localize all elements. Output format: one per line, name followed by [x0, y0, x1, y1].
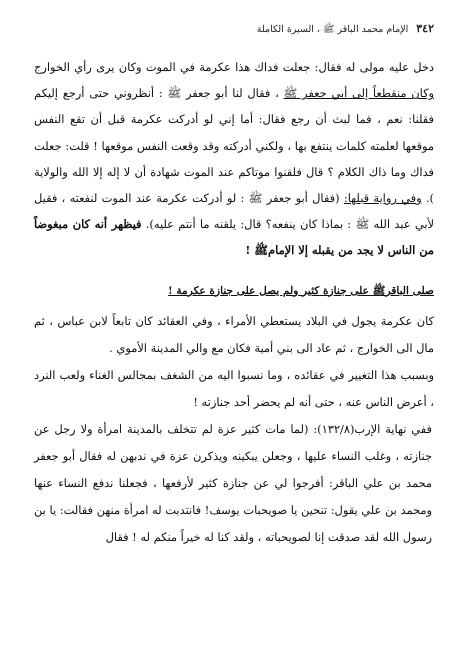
section-funeral: [34, 308, 434, 551]
text-span: (لما مات كثير عزة لم تتخلف بالمدينة امرأة ولا رجل عن جنازته ، وغلب النساء عليها ، وجعلن يبكينه ويذكرن عزة في ندبهن له فقال أبو جعفر محمد بن علي الباقر: أفرجوا لي عن جنازة كثير لأرفعها ، فجعلنا ندفع النساء عنها ومحمد بن علي يقول: تنحين يا صويحبات يوسف! فانتدبت له امرأة منهن فقالت: يا بن رسول الله لقد صدقت إنا لصويحباته ، ولقد كنا له خيراً منكم له ! فقال: [34, 421, 432, 544]
paragraph-death-of-ikrima: [34, 54, 434, 264]
paragraph-nihayat-al-arab: [34, 416, 434, 551]
page-body: [34, 54, 434, 551]
running-header: [34, 22, 434, 44]
page-number: ٣٤٢: [416, 22, 434, 35]
bold-conclusion: فيظهر أنه كان مبغوضاً من الناس لا يجد من يقبله إلا الإمامﷺ !: [34, 217, 434, 258]
text-span: ، فقال لنا أبو جعفر ﷺ : أنظروني حتى أرجع إليكم فقلنا: نعم ، فما لبث أن رجع فقال: أما إني لو أدركت عكرمة قبل أن تقع النفس موقعها لعلمته كلمات ينتفع بها ، ولكني أدركته وقد وقعت النفس موقعها ! قلت: جعلت فداك وما ذاك الكلام ؟ قال فلقنوا موتاكم عند الموت شهادة أن لا إله إلا الله والولاية ).: [34, 86, 435, 206]
paragraph-people-turned-away: وبسبب هذا التغيير في عقائده ، وما نسبوا اليه من الشغف بمجالس الغناء ولعب النرد ، أعرض الناس عنه ، حتى أنه لم يحضر أحد جنازته !: [34, 367, 434, 409]
text-span: دخل عليه مولى له فقال: جعلت فداك هذا عكرمة في الموت وكان يرى رأي الخوارج: [34, 60, 434, 74]
narration-label: وفي رواية قبلها:: [343, 191, 422, 206]
running-title: الإمام محمد الباقر ﷺ ، السيرة الكاملة: [256, 24, 409, 35]
underlined-phrase: وكان منقطعاً إلى أبي جعفر ﷺ: [283, 86, 434, 101]
paragraph-ikrima-travels: كان عكرمة يجول في البلاد يستعطي الأمراء ، وفي العقائد كان تابعاً لابن عباس ، ثم مال الى الخوارج ، ثم عاد الى بني أمية فكان مع والي المدينة الأموي .: [34, 313, 434, 355]
text-span: (فقال أبو جعفر ﷺ : لو أدركت عكرمة عند الموت لنفعته ، فقيل لأبي عبد الله ﷺ : بماذا كان ينفعه؟ قال: يلقنه ما أنتم عليه).: [34, 191, 434, 232]
source-reference: ففي نهاية الإرب(١٣٢/٨):: [313, 421, 432, 436]
section-heading: صلى الباقرﷺ على جنازة كثير ولم يصل على جنازة عكرمة !: [168, 284, 434, 297]
